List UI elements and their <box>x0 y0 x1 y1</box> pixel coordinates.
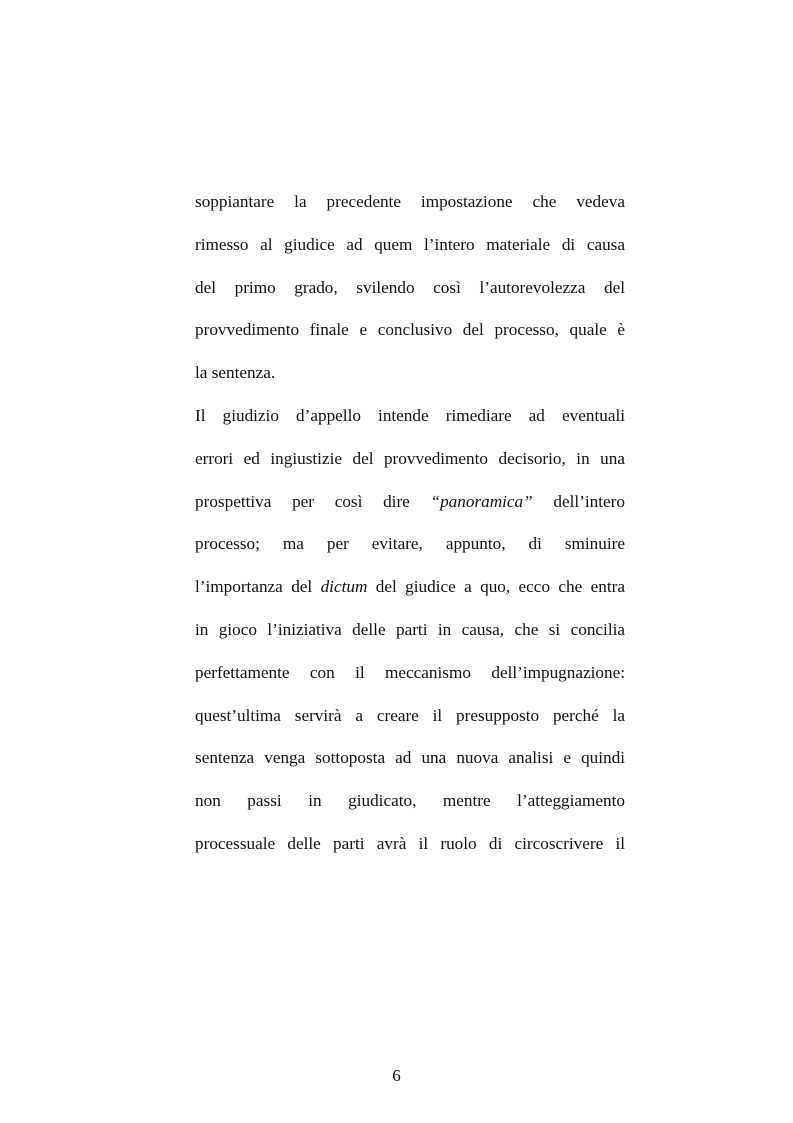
text-line <box>195 267 625 310</box>
text-line <box>195 652 625 695</box>
text-segment: prospettiva per così dire <box>195 491 431 511</box>
text-segment: soppiantare la precedente impostazione che vedeva <box>195 192 625 211</box>
text-segment: quest’ultima servirà a creare il presupposto perché la <box>195 705 625 725</box>
text-line <box>195 481 625 524</box>
text-segment: in gioco l’iniziativa delle parti in causa, che si concilia <box>195 619 625 639</box>
text-line <box>195 780 625 823</box>
text-line <box>195 395 625 438</box>
text-line <box>195 438 625 481</box>
text-line <box>195 352 625 395</box>
text-segment: perfettamente con il meccanismo dell’impugnazione: <box>195 662 625 682</box>
text-segment: del primo grado, svilendo così l’autorevolezza del <box>195 277 625 297</box>
text-line <box>195 823 625 866</box>
text-segment: provvedimento finale e conclusivo del processo, quale è <box>195 320 625 340</box>
text-line <box>195 566 625 609</box>
text-segment: processo; ma per evitare, appunto, di sminuire <box>195 534 625 554</box>
text-segment: l’importanza del <box>195 577 321 597</box>
page-number: 6 <box>392 1066 401 1085</box>
text-segment: errori ed ingiustizie del provvedimento decisorio, in una <box>195 448 625 468</box>
italic-text: dictum <box>320 577 368 597</box>
text-line <box>195 609 625 652</box>
text-line <box>195 181 625 224</box>
text-segment: processuale delle parti avrà il ruolo di circoscrivere il <box>195 833 625 853</box>
text-line <box>195 224 625 267</box>
text-line <box>195 695 625 738</box>
text-segment: rimesso al giudice ad quem l’intero materiale di causa <box>195 234 625 254</box>
text-segment: la sentenza. <box>195 363 276 383</box>
body-text <box>195 181 625 866</box>
text-line <box>195 309 625 352</box>
text-segment: sentenza venga sottoposta ad una nuova analisi e quindi <box>195 748 625 768</box>
text-line <box>195 523 625 566</box>
text-segment: non passi in giudicato, mentre l’atteggiamento <box>195 791 625 811</box>
text-segment: del giudice a quo, ecco che entra <box>367 577 625 597</box>
text-segment: dell’intero <box>532 491 625 511</box>
italic-text: “panoramica” <box>430 491 533 511</box>
text-segment: Il giudizio d’appello intende rimediare ad eventuali <box>195 405 625 425</box>
text-line <box>195 737 625 780</box>
